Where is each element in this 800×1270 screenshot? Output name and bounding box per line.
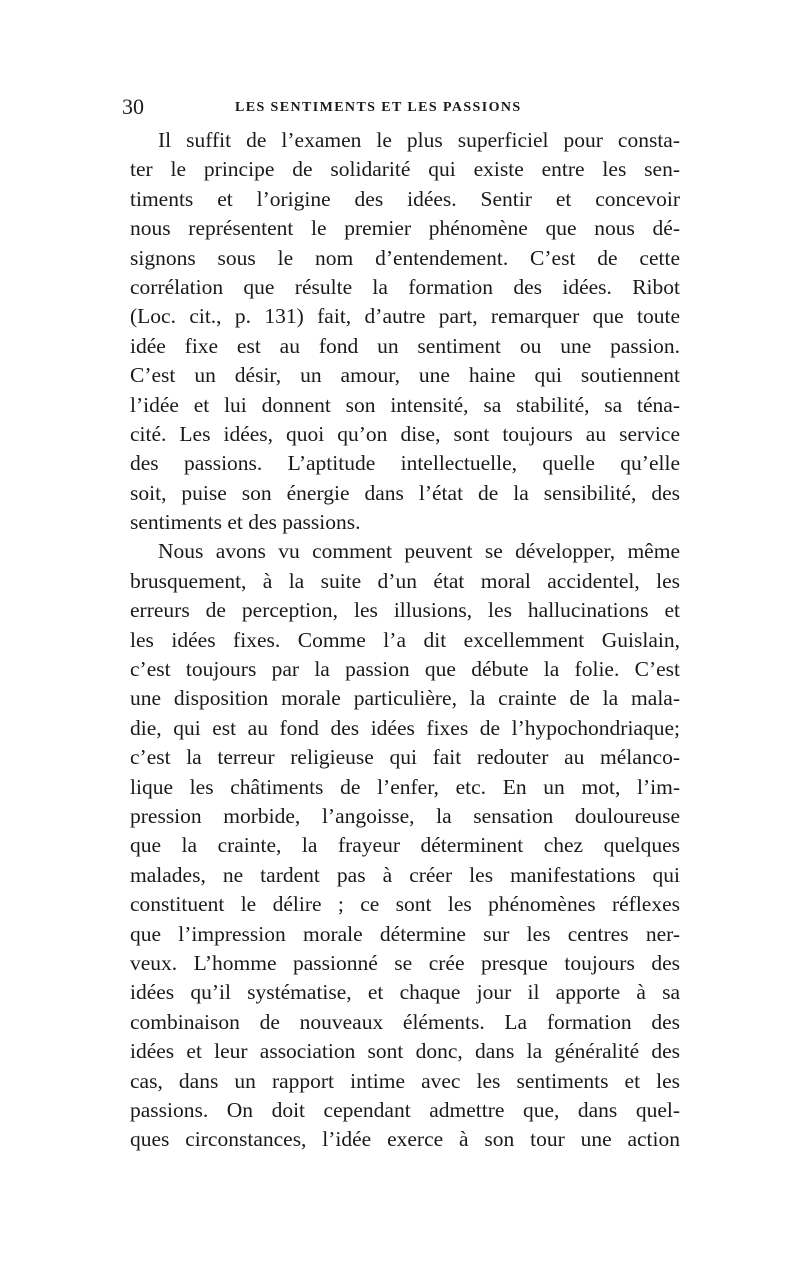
running-title: LES SENTIMENTS ET LES PASSIONS xyxy=(235,100,522,115)
text-line: malades, ne tardent pas à créer les manifestations qui xyxy=(130,862,680,887)
text-line: cas, dans un rapport intime avec les sentiments et les xyxy=(130,1068,680,1093)
text-line: ques circonstances, l’idée exerce à son tour une action xyxy=(130,1127,680,1152)
text-line: que l’impression morale détermine sur les centres ner- xyxy=(130,921,680,946)
text-line: c’est la terreur religieuse qui fait redouter au mélanco- xyxy=(130,745,680,770)
text-line: die, qui est au fond des idées fixes de l’hypochondriaque; xyxy=(130,715,680,740)
text-line: soit, puise son énergie dans l’état de la sensibilité, des xyxy=(130,480,680,505)
text-line: que la crainte, la frayeur déterminent chez quelques xyxy=(130,833,680,858)
text-line: veux. L’homme passionné se crée presque toujours des xyxy=(130,950,680,975)
text-line: timents et l’origine des idées. Sentir et concevoir xyxy=(130,186,680,211)
text-line: les idées fixes. Comme l’a dit excellemment Guislain, xyxy=(130,627,680,652)
page-number: 30 xyxy=(122,94,144,119)
text-line: constituent le délire ; ce sont les phénomènes réflexes xyxy=(130,892,680,917)
text-line: pression morbide, l’angoisse, la sensation douloureuse xyxy=(130,803,680,828)
text-line: l’idée et lui donnent son intensité, sa stabilité, sa téna- xyxy=(130,392,680,417)
text-line: c’est toujours par la passion que débute la folie. C’est xyxy=(130,657,680,682)
text-line: idées et leur association sont donc, dans la généralité des xyxy=(130,1039,680,1064)
text-line: erreurs de perception, les illusions, les hallucinations et xyxy=(130,598,680,623)
text-line: signons sous le nom d’entendement. C’est de cette xyxy=(130,245,680,270)
text-line: corrélation que résulte la formation des idées. Ribot xyxy=(130,274,680,299)
text-line: brusquement, à la suite d’un état moral accidentel, les xyxy=(130,568,680,593)
text-line: passions. On doit cependant admettre que, dans quel- xyxy=(130,1097,680,1122)
text-line: Nous avons vu comment peuvent se développer, même xyxy=(158,539,680,564)
running-head xyxy=(122,92,682,122)
text-line: des passions. L’aptitude intellectuelle, quelle qu’elle xyxy=(130,451,680,476)
paragraph xyxy=(130,126,680,537)
text-line: une disposition morale particulière, la crainte de la mala- xyxy=(130,686,680,711)
text-line: Il suffit de l’examen le plus superficiel pour consta- xyxy=(158,128,680,152)
text-line: (Loc. cit., p. 131) fait, d’autre part, remarquer que toute xyxy=(130,304,680,329)
text-line: C’est un désir, un amour, une haine qui soutiennent xyxy=(130,363,680,388)
body-text xyxy=(130,126,680,1155)
text-line: idée fixe est au fond un sentiment ou une passion. xyxy=(130,333,680,358)
text-line: combinaison de nouveaux éléments. La formation des xyxy=(130,1009,680,1034)
paragraph xyxy=(130,537,680,1154)
text-line: ter le principe de solidarité qui existe entre les sen- xyxy=(130,157,680,182)
text-line: idées qu’il systématise, et chaque jour il apporte à sa xyxy=(130,980,680,1005)
text-line: sentiments et des passions. xyxy=(130,510,361,535)
text-line: nous représentent le premier phénomène que nous dé- xyxy=(130,216,680,241)
text-line: lique les châtiments de l’enfer, etc. En un mot, l’im- xyxy=(130,774,680,799)
text-line: cité. Les idées, quoi qu’on dise, sont toujours au service xyxy=(130,421,680,446)
